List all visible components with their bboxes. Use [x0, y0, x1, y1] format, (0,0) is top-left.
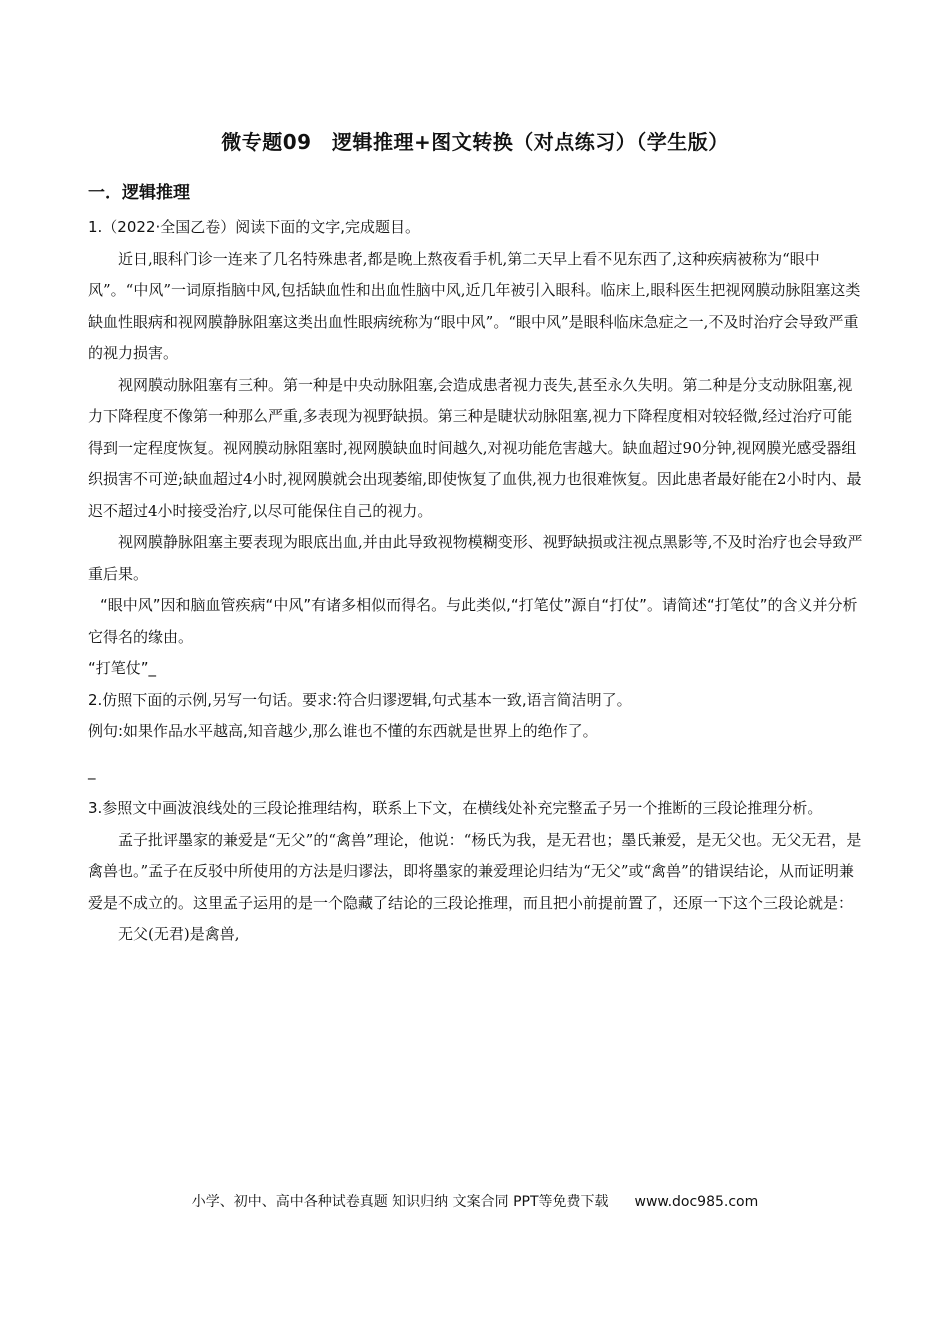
- footer-text: 小学、初中、高中各种试卷真题 知识归纳 文案合同 PPT等免费下载: [191, 1194, 609, 1210]
- passage-paragraph: 视网膜动脉阻塞有三种。第一种是中央动脉阻塞,会造成患者视力丧失,甚至永久失明。第二种是分支动脉阻塞,视力下降程度不像第一种那么严重,多表现为视野缺损。第三种是睫状动脉阻塞,视力下降程度相对较轻微,经过治疗可能得到一定程度恢复。视网膜动脉阻塞时,视网膜缺血时间越久,对视功能危害越大。缺血超过90分钟,视网膜光感受器组织损害不可逆;缺血超过4小时,视网膜就会出现萎缩,即使恢复了血供,视力也很难恢复。因此患者最好能在2小时内、最迟不超过4小时接受治疗,以尽可能保住自己的视力。: [88, 375, 862, 520]
- passage-paragraph: 无父(无君)是禽兽,: [118, 925, 240, 943]
- content-body: [88, 212, 864, 951]
- section-heading: 一．逻辑推理: [88, 183, 190, 203]
- question-1-answer-line: “打笔仗”_: [88, 659, 157, 677]
- page-footer: [0, 1191, 950, 1211]
- question-1-intro: 1.（2022·全国乙卷）阅读下面的文字,完成题目。: [88, 218, 421, 236]
- page-title: 微专题09 逻辑推理+图文转换（对点练习）（学生版）: [221, 130, 729, 154]
- passage-paragraph: 近日,眼科门诊一连来了几名特殊患者,都是晚上熬夜看手机,第二天早上看不见东西了,这种疾病被称为“眼中风”。“中风”一词原指脑中风,包括缺血性和出血性脑中风,近几年被引入眼科。临床上,眼科医生把视网膜动脉阻塞这类缺血性眼病和视网膜静脉阻塞这类出血性眼病统称为“眼中风”。“眼中风”是眼科临床急症之一,不及时治疗会导致严重的视力损害。: [88, 249, 861, 362]
- question-2-intro: 2.仿照下面的示例,另写一句话。要求:符合归谬逻辑,句式基本一致,语言简洁明了。: [88, 690, 632, 709]
- question-1-prompt: “眼中风”因和脑血管疾病“中风”有诸多相似而得名。与此类似,“打笔仗”源自“打仗”。请简述“打笔仗”的含义并分析它得名的缘由。: [88, 596, 858, 646]
- question-3-intro: 3.参照文中画波浪线处的三段论推理结构，联系上下文，在横线处补充完整孟子另一个推断的三段论推理分析。: [88, 799, 823, 817]
- passage-paragraph: 视网膜静脉阻塞主要表现为眼底出血,并由此导致视物模糊变形、视野缺损或注视点黑影等,不及时治疗也会导致严重后果。: [88, 533, 863, 583]
- question-2-example: 例句:如果作品水平越高,知音越少,那么谁也不懂的东西就是世界上的绝作了。: [88, 722, 598, 740]
- question-2-answer-line: _: [88, 761, 96, 780]
- passage-paragraph: 孟子批评墨家的兼爱是“无父”的“禽兽”理论，他说：“杨氏为我，是无君也；墨氏兼爱，是无父也。无父无君，是禽兽也。”孟子在反驳中所使用的方法是归谬法，即将墨家的兼爱理论归结为“无父”或“禽兽”的错误结论，从而证明兼爱是不成立的。这里孟子运用的是一个隐藏了结论的三段论推理，而且把小前提前置了，还原一下这个三段论就是：: [88, 830, 862, 912]
- footer-site-link[interactable]: www.doc985.com: [634, 1194, 759, 1210]
